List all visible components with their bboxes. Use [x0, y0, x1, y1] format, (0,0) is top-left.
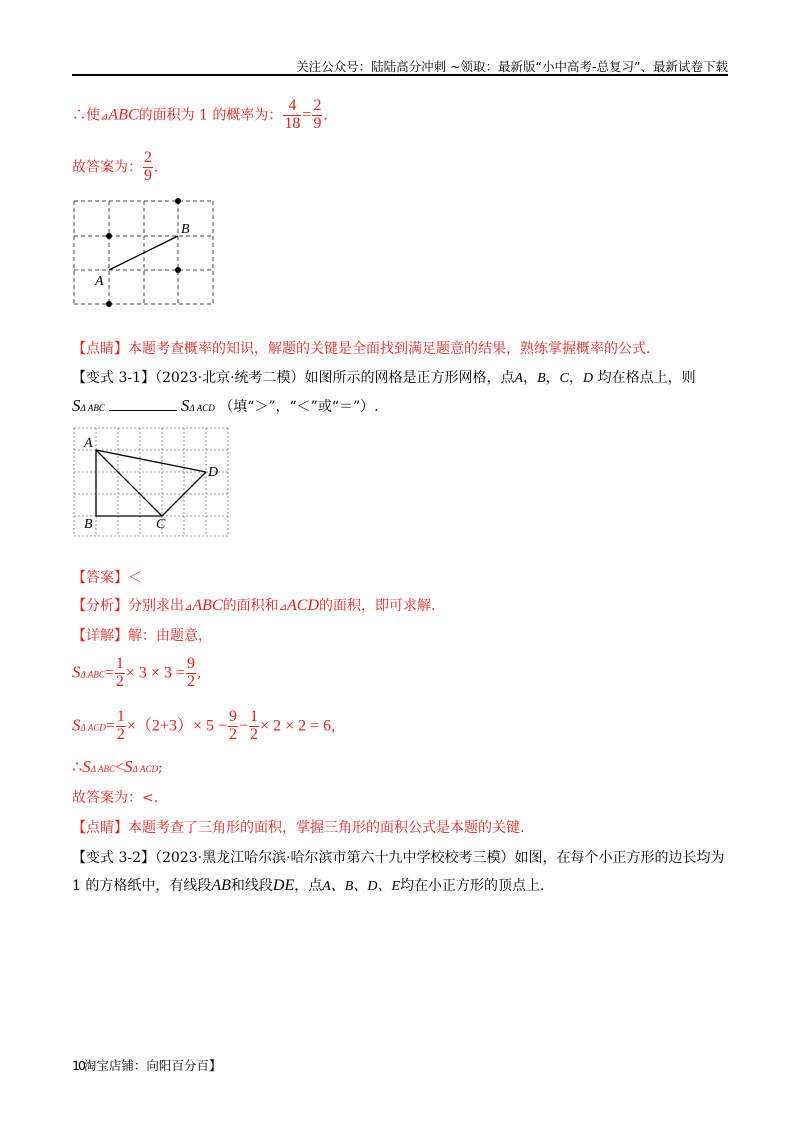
variant-3-2-line1: 【变式 3-2】（2023·黑龙江哈尔滨·哈尔滨市第六十九中学校校考三模）如图，在每个小正方形的边长均为 — [72, 850, 725, 866]
label-a: A — [84, 436, 93, 451]
dianjing-1: 【点睛】本题考查概率的知识，解题的关键是全面找到满足题意的结果，熟练掌握概率的公式. — [72, 341, 651, 357]
fraction: $\frac{2}{9}$ — [144, 149, 152, 184]
fraction: $\frac{1}{2}$ — [250, 708, 259, 743]
grid-point — [175, 267, 181, 273]
fraction: $\frac{9}{2}$ — [229, 708, 238, 743]
grid-figure-1 — [70, 196, 220, 311]
fenxi-line: 【分析】分别求出⊿ABC的面积和⊿ACD的面积，即可求解. — [72, 597, 436, 614]
label-c: C — [156, 517, 166, 532]
equation-acd: SΔ ACD= $\frac{1}{2}$ ×（2+3）× 5 − $\frac{9}{2}$ − $\frac{1}{2}$ × 2 × 2 = 6, — [72, 708, 336, 743]
grid-point — [175, 198, 181, 204]
probability-line: ∴使⊿ABC的面积为 1 的概率为： $\frac{4}{18}$ = $\frac{2}{9}$ . — [72, 97, 328, 132]
fraction: $\frac{1}{2}$ — [115, 655, 124, 690]
label-b: B — [84, 517, 93, 532]
segment-ac — [96, 450, 162, 516]
answer-line-2: 故答案为：<. — [72, 790, 159, 806]
label-b: B — [181, 222, 190, 237]
fraction: $\frac{1}{2}$ — [116, 708, 125, 743]
answer-blank — [109, 410, 177, 411]
page-header: 关注公众号：陆陆高分冲刺 ~领取：最新版“小中高考-总复习”、最新试卷下载 — [296, 59, 728, 74]
page-footer: 10淘宝店铺：向阳百分百】 — [72, 1058, 222, 1073]
equation-abc: SΔ ABC= $\frac{1}{2}$ × 3 × 3 = $\frac{9}{2}$ , — [72, 655, 202, 690]
dianjing-2: 【点睛】本题考查了三角形的面积，掌握三角形的面积公式是本题的关键. — [72, 820, 525, 836]
page-number: 10 — [72, 1058, 84, 1073]
label-d: D — [208, 465, 219, 480]
variant-3-2-line2: 1 的方格纸中，有线段AB和线段DE，点A、B、D、E均在小正方形的顶点上. — [72, 877, 545, 894]
variant-3-1-line2: SΔ ABC SΔ ACD （填“＞”，“＜”或“＝”）. — [72, 396, 379, 415]
grid-figure-2 — [70, 424, 232, 540]
conclusion-line: ∴SΔ ABC<SΔ ACD; — [72, 757, 163, 776]
variant-3-1-line1: 【变式 3-1】（2023·北京·统考二模）如图所示的网格是正方形网格，点A，B，C，D 均在格点上，则 — [72, 370, 696, 386]
xiangjie-line: 【详解】解：由题意， — [72, 628, 212, 644]
label-a: A — [95, 274, 104, 289]
answer-line: 【答案】＜ — [72, 570, 142, 586]
fraction: $\frac{9}{2}$ — [186, 655, 195, 690]
grid-point — [106, 233, 112, 239]
answer-line-1: 故答案为： $\frac{2}{9}$ . — [72, 149, 159, 184]
fraction: $\frac{4}{18}$ — [284, 97, 301, 132]
segment-ad — [96, 450, 206, 472]
header-rule — [72, 74, 728, 76]
fraction: $\frac{2}{9}$ — [313, 97, 322, 132]
grid-point — [106, 301, 112, 307]
